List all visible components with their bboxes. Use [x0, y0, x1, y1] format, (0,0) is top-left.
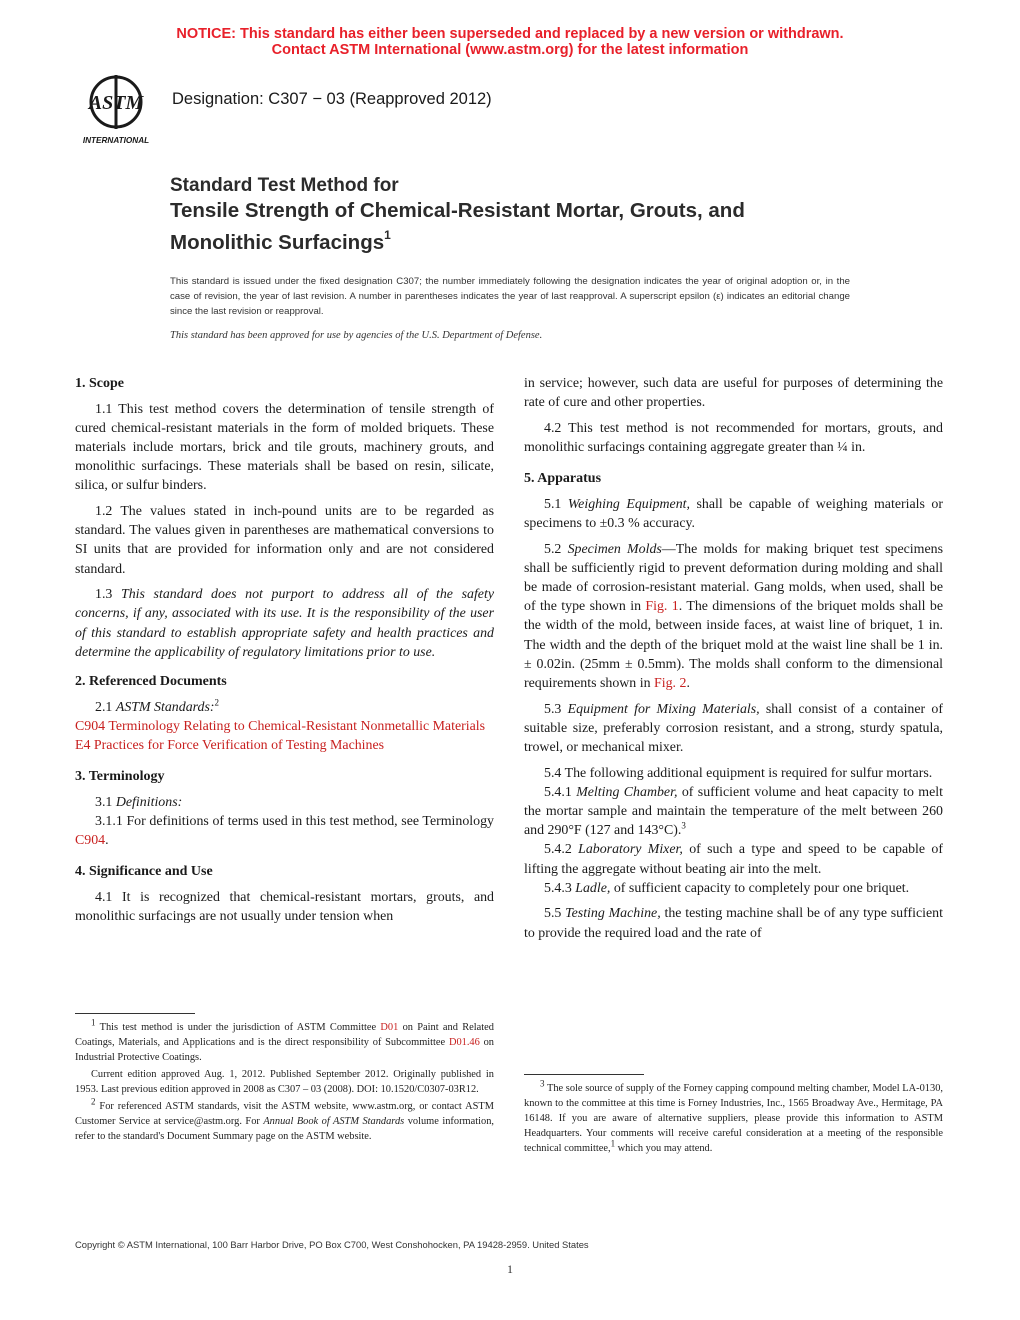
link-d01-46[interactable]: D01.46: [448, 1037, 480, 1048]
footnote-1-edition: Current edition approved Aug. 1, 2012. Published September 2012. Originally published in 1953. Last previous edition approved in 2008 as C307 – 03 (2008). DOI: 10.1520/C0307-03R12.: [75, 1069, 494, 1095]
para-5-4-1: 5.4.1 Melting Chamber, of sufficient volume and heat capacity to melt the mortar sample and maintain the temperature of the melt between 260 and 290°F (127 and 143°C).$^3$: [524, 784, 943, 839]
para-3-1-1: 3.1.1 For definitions of terms used in this test method, see Terminology C904.: [75, 814, 494, 849]
footnotes-right: [524, 1078, 943, 1158]
section-3-heading: 3. Terminology: [75, 769, 165, 785]
para-1-2: 1.2 The values stated in inch-pound units are to be regarded as standard. The values given in parentheses are mathematical conversions to SI units that are provided for information only and are not considered standard.: [75, 504, 494, 577]
reference-e4: [75, 736, 494, 755]
link-c904[interactable]: C904: [75, 718, 106, 734]
para-5-3: 5.3 Equipment for Mixing Materials, shall consist of a container of suitable size, preferably corrosion resistant, and a strong, sturdy spatula, trowel, or mechanical mixer.: [524, 701, 943, 756]
para-4-1-cont: in service; however, such data are useful for purposes of determining the rate of cure and other properties.: [524, 376, 943, 411]
notice-line-1: NOTICE: This standard has either been superseded and replaced by a new version or withdrawn.: [176, 26, 844, 42]
reference-c904: [75, 717, 494, 736]
para-1-3: 1.3 This standard does not purport to address all of the safety concerns, if any, associated with its use. It is the responsibility of the user of this standard to establish appropriate safety and health practices and determine the applicability of regulatory limitations prior to use.: [75, 587, 494, 660]
para-3-1: 3.1 Definitions:: [95, 794, 183, 810]
para-5-1: 5.1 Weighing Equipment, shall be capable of weighing materials or specimens to ±0.3 % accuracy.: [524, 496, 943, 531]
section-5-heading: 5. Apparatus: [524, 471, 602, 487]
title-line-3: Monolithic Surfacings$^1$: [170, 228, 391, 254]
right-column: [524, 374, 943, 949]
footnote-rule-right: [524, 1074, 644, 1075]
copyright-line: Copyright © ASTM International, 100 Barr Harbor Drive, PO Box C700, West Conshohocken, PA 19428-2959. United States: [75, 1239, 589, 1250]
document-title: [170, 174, 745, 256]
link-c904-terminology[interactable]: C904: [75, 833, 106, 849]
para-5-2: 5.2 Specimen Molds—The molds for making briquet test specimens shall be sufficiently rigid to prevent deformation during molding and shall be made of corrosion-resistant material. Gang molds, when used, shall be of the type shown in Fig. 1. The dimensions of the briquet molds shall be the width of the mold, between inside faces, at waist line of briquet, 1 in. The width and the depth of the briquet mold at the waist line shall be 1 in. ± 0.02in. (25mm ± 0.5mm). The molds shall conform to the dimensional requirements shown in Fig. 2.: [524, 541, 944, 692]
logo-subtext: INTERNATIONAL: [82, 136, 150, 145]
link-d01[interactable]: D01: [380, 1022, 399, 1033]
para-5-4-3: 5.4.3 Ladle, of sufficient capacity to completely pour one briquet.: [544, 880, 910, 896]
para-5-4-2: 5.4.2 Laboratory Mixer, of such a type and speed to be capable of lifting the aggregate without beating air into the melt.: [524, 842, 943, 877]
link-fig-1[interactable]: Fig. 1: [645, 599, 679, 615]
astm-logo: [70, 72, 162, 146]
title-footnote-mark[interactable]: 1: [384, 228, 391, 242]
footnote-rule-left: [75, 1013, 195, 1014]
logo-text: ASTM: [88, 92, 144, 114]
footnote-2: 2 For referenced ASTM standards, visit the ASTM website, www.astm.org, or contact ASTM Customer Service at service@astm.org. For Annual Book of ASTM Standards volume information, refer to the standard's Document Summary page on the ASTM website.: [75, 1096, 494, 1142]
issuance-statement: This standard is issued under the fixed designation C307; the number immediately following the designation indicates the year of original adoption or, in the case of revision, the year of last revision. A number in parentheses indicates the year of last reapproval. A superscript epsilon (ε) indicates an editorial change since the last revision or reapproval.: [170, 276, 850, 317]
footnote-1: 1 This test method is under the jurisdiction of ASTM Committee D01 on Paint and Related Coatings, Materials, and Applications and is the direct responsibility of Subcommittee D01.46 on Industrial Protective Coatings.: [75, 1017, 494, 1063]
section-4-heading: 4. Significance and Use: [75, 864, 213, 880]
section-1-heading: 1. Scope: [75, 376, 124, 391]
title-line-2: Tensile Strength of Chemical-Resistant Mortar, Grouts, and: [170, 199, 745, 222]
page-number: 1: [507, 1262, 513, 1276]
title-line-1: Standard Test Method for: [170, 175, 399, 196]
designation: Designation: C307 − 03 (Reapproved 2012): [172, 90, 492, 108]
footnote-3: 3 The sole source of supply of the Forney capping compound melting chamber, Model LA-0130, known to the committee at this time is Forney Industries, Inc., 1565 Broadway Ave., Hermitage, PA 16148. If you are aware of alternative suppliers, please provide this information to ASTM Headquarters. Your comments will receive careful consideration at a meeting of the responsible technical committee,1 which you may attend.: [524, 1078, 943, 1154]
section-2-heading: 2. Referenced Documents: [75, 674, 227, 690]
dod-approval-note: This standard has been approved for use by agencies of the U.S. Department of Defense.: [170, 330, 543, 341]
para-1-1: 1.1 This test method covers the determination of tensile strength of cured chemical-resistant materials in the form of molded briquets. These materials include mortars, brick and tile grouts, machinery grouts, and monolithic surfacings. These materials shall be based on resin, silicate, silica, or sulfur binders.: [75, 401, 494, 494]
para-4-1-start: 4.1 It is recognized that chemical-resistant mortars, grouts, and monolithic surfacings are not usually under tension when: [75, 890, 494, 925]
link-c904-title[interactable]: Terminology Relating to Chemical-Resistant Nonmetallic Materials: [108, 718, 486, 734]
footnotes-left: [75, 1017, 494, 1146]
para-2-1: 2.1 ASTM Standards:$^2$: [95, 696, 220, 715]
link-fig-2[interactable]: Fig. 2: [654, 676, 687, 692]
para-4-2: 4.2 This test method is not recommended for mortars, grouts, and monolithic surfacings containing aggregate greater than ¼ in.: [524, 420, 943, 455]
left-column: [75, 374, 494, 933]
link-e4[interactable]: E4: [75, 738, 91, 754]
para-5-4: 5.4 The following additional equipment is required for sulfur mortars.: [544, 765, 933, 781]
supersede-notice: [0, 26, 1020, 58]
para-5-5: 5.5 Testing Machine, the testing machine shall be of any type sufficient to provide the required load and the rate of: [524, 906, 943, 941]
link-e4-title[interactable]: Practices for Force Verification of Testing Machines: [93, 738, 385, 754]
notice-line-2: Contact ASTM International (www.astm.org) for the latest information: [271, 42, 749, 58]
